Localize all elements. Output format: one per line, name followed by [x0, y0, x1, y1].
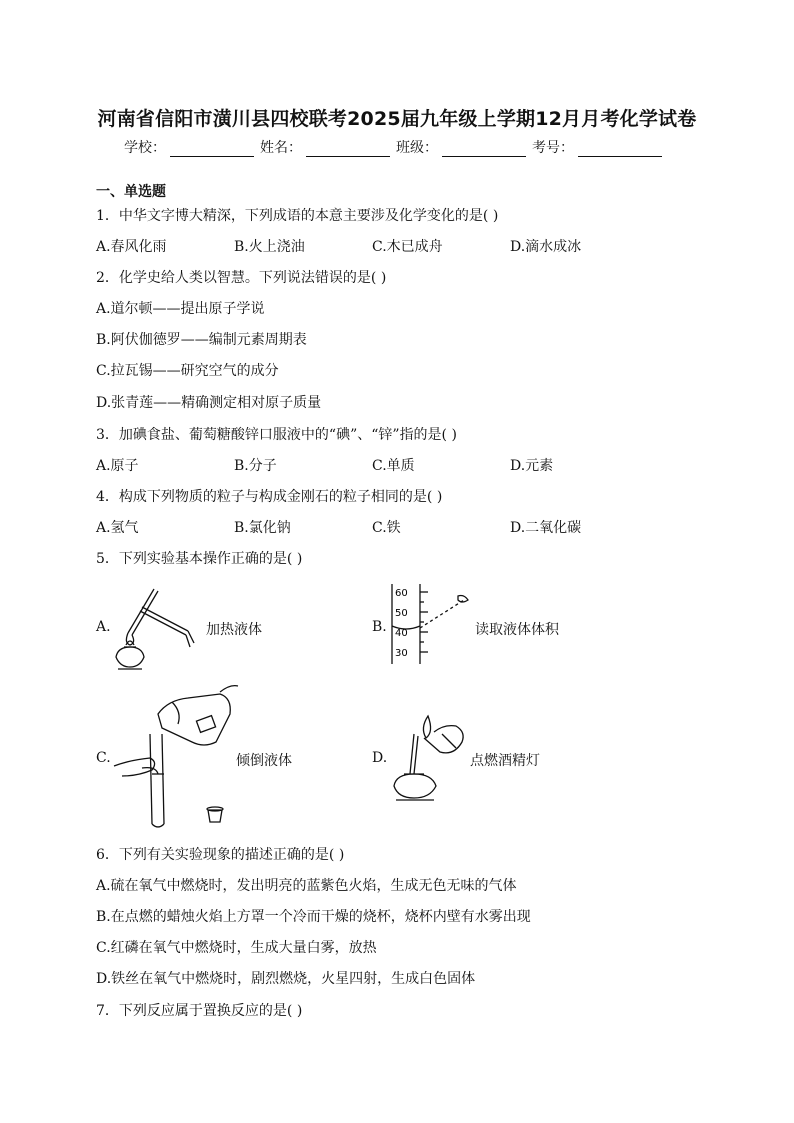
question-4-stem: 4．构成下列物质的粒子与构成金刚石的粒子相同的是( ) — [96, 489, 443, 505]
question-6-option-a: A.硫在氧气中燃烧时，发出明亮的蓝紫色火焰，生成无色无味的气体 — [96, 878, 517, 894]
question-2-option-d: D.张青莲——精确测定相对原子质量 — [96, 395, 322, 411]
question-1-option-c: C.木已成舟 — [372, 239, 443, 255]
question-6-stem: 6．下列有关实验现象的描述正确的是( ) — [96, 847, 345, 863]
cylinder-tick-30: 30 — [395, 648, 408, 659]
school-blank — [170, 142, 254, 157]
question-3-option-b: B.分子 — [234, 458, 277, 474]
question-3-option-a: A.原子 — [96, 458, 139, 474]
school-label: 学校： — [124, 140, 166, 156]
question-2-option-b: B.阿伏伽德罗——编制元素周期表 — [96, 332, 307, 348]
section-title: 一、单选题 — [96, 184, 166, 200]
class-label: 班级： — [396, 140, 438, 156]
question-2-stem: 2．化学史给人类以智慧。下列说法错误的是( ) — [96, 270, 387, 286]
question-5-stem: 5．下列实验基本操作正确的是( ) — [96, 551, 303, 567]
figure-d-letter: D. — [372, 750, 388, 766]
question-4-option-d: D.二氧化碳 — [510, 520, 582, 536]
question-1-option-b: B.火上浇油 — [234, 239, 305, 255]
alcohol-lamp-illustration — [384, 712, 470, 804]
question-3-option-d: D.元素 — [510, 458, 554, 474]
question-1-option-d: D.滴水成冰 — [510, 239, 582, 255]
question-6-option-b: B.在点燃的蜡烛火焰上方罩一个冷而干燥的烧杯，烧杯内壁有水雾出现 — [96, 909, 531, 925]
question-2-option-c: C.拉瓦锡——研究空气的成分 — [96, 363, 279, 379]
name-blank — [306, 142, 390, 157]
figure-c-caption: 倾倒液体 — [236, 753, 292, 769]
question-3-stem: 3．加碘食盐、葡萄糖酸锌口服液中的“碘”、“锌”指的是( ) — [96, 427, 457, 443]
exam-number-blank — [578, 142, 662, 157]
figure-b-caption: 读取液体体积 — [475, 622, 559, 638]
graduated-cylinder-illustration — [388, 582, 478, 668]
question-1-option-a: A.春风化雨 — [96, 239, 167, 255]
question-4-option-a: A.氢气 — [96, 520, 139, 536]
figure-c-letter: C. — [96, 750, 111, 766]
figure-b-letter: B. — [372, 619, 387, 635]
question-1-stem: 1．中华文字博大精深，下列成语的本意主要涉及化学变化的是( ) — [96, 208, 499, 224]
student-info-row — [124, 137, 668, 157]
heating-liquid-illustration — [110, 585, 205, 675]
name-label: 姓名： — [260, 140, 302, 156]
question-6-option-c: C.红磷在氧气中燃烧时，生成大量白雾，放热 — [96, 940, 377, 956]
exam-title: 河南省信阳市潢川县四校联考2025届九年级上学期12月月考化学试卷 — [97, 108, 697, 130]
pouring-liquid-illustration — [112, 684, 242, 830]
class-blank — [442, 142, 526, 157]
question-6-option-d: D.铁丝在氧气中燃烧时，剧烈燃烧，火星四射，生成白色固体 — [96, 971, 476, 987]
figure-d-caption: 点燃酒精灯 — [470, 753, 540, 769]
cylinder-tick-40: 40 — [395, 628, 408, 639]
cylinder-tick-50: 50 — [395, 608, 408, 619]
figure-a-letter: A. — [96, 619, 111, 635]
exam-number-label: 考号： — [532, 140, 574, 156]
question-4-option-c: C.铁 — [372, 520, 401, 536]
figure-a-caption: 加热液体 — [206, 622, 262, 638]
question-7-stem: 7．下列反应属于置换反应的是( ) — [96, 1003, 303, 1019]
question-4-option-b: B.氯化钠 — [234, 520, 291, 536]
question-2-option-a: A.道尔顿——提出原子学说 — [96, 301, 265, 317]
question-3-option-c: C.单质 — [372, 458, 415, 474]
cylinder-tick-60: 60 — [395, 588, 408, 599]
